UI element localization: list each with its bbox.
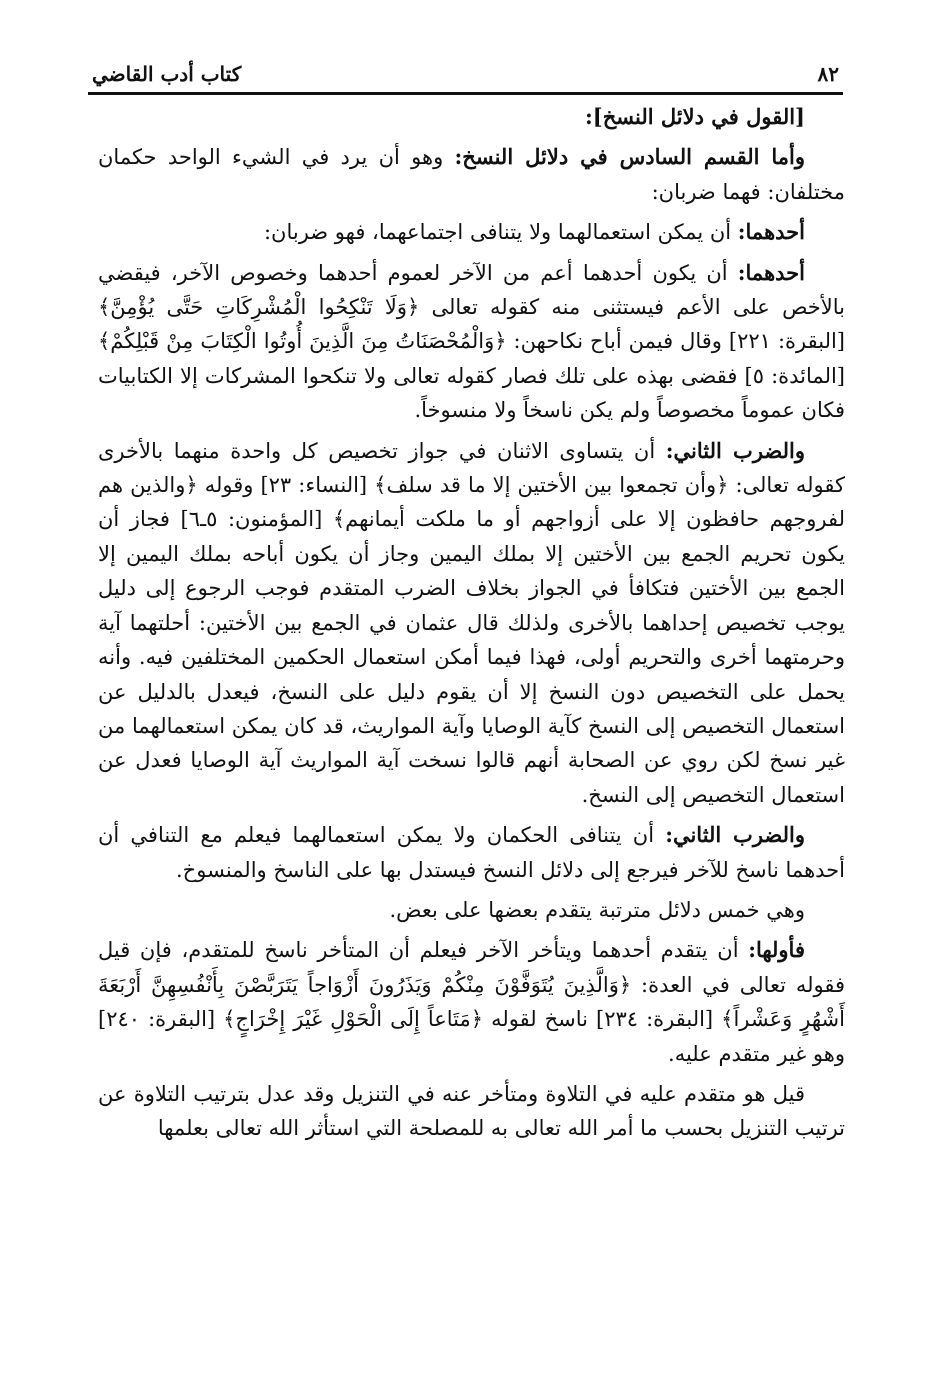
section-heading: [القول في دلائل النسخ]:	[585, 104, 805, 129]
paragraph-text: أن يمكن استعمالهما ولا يتنافى اجتماعهما، فهو ضربان:	[263, 220, 738, 245]
paragraph-lead: وأما القسم السادس في دلائل النسخ:	[454, 144, 805, 170]
paragraph	[98, 256, 845, 428]
paragraph-lead: أحدهما:	[737, 259, 805, 285]
paragraph-text: قيل هو متقدم عليه في التلاوة ومتأخر عنه في التنزيل وقد عدل بترتيب التلاوة عن ترتيب التنزيل بحسب ما أمر الله تعالى به للمصلحة التي استأثر الله تعالى بعلمها	[98, 1081, 845, 1141]
page-number: ٨٢	[814, 62, 843, 86]
paragraph-text: وهو أن يرد في الشيء الواحد حكمان مختلفان: فهما ضربان:	[98, 145, 845, 204]
paragraph-text: أن يتنافى الحكمان ولا يمكن استعمالهما فيعلم مع التنافي أن أحدهما ناسخ للآخر فيرجع إلى دلائل النسخ فيستدل بها على الناسخ والمنسوخ.	[98, 823, 845, 882]
book-title: كتاب أدب القاضي	[88, 62, 245, 86]
paragraph-lead: فأولها:	[748, 937, 805, 963]
paragraph-text: وهي خمس دلائل مترتبة يتقدم بعضها على بعض.	[389, 897, 805, 922]
paragraph-text: أن يكون أحدهما أعم من الآخر لعموم أحدهما وخصوص الآخر، فيقضي بالأخص على الأعم فيستثنى منه كقوله تعالى ﴿وَلَا تَنْكِحُوا الْمُشْرِكَاتِ حَتَّى يُؤْمِنَّ﴾ [البقرة: ٢٢١] وقال فيمن أباح نكاحهن: ﴿وَالْمُحْصَنَاتُ مِنَ الَّذِينَ أُوتُوا الْكِتَابَ مِنْ قَبْلِكُمْ﴾ [المائدة: ٥] فقضى بهذه على تلك فصار كقوله تعالى ولا تنكحوا المشركات إلا الكتابيات فكان عموماً مخصوصاً ولم يكن ناسخاً ولا منسوخاً.	[98, 260, 845, 423]
paragraph	[98, 893, 845, 927]
paragraph	[98, 215, 845, 249]
paragraph-lead: أحدهما:	[737, 219, 805, 245]
paragraph-text: أن يتقدم أحدهما ويتأخر الآخر فيعلم أن المتأخر ناسخ للمتقدم، فإن قيل فقوله تعالى في العدة: ﴿وَالَّذِينَ يُتَوَفَّوْنَ مِنْكُمْ وَيَذَرُونَ أَزْوَاجاً يَتَرَبَّصْنَ بِأَنْفُسِهِنَّ أَرْبَعَةَ أَشْهُرٍ وَعَشْراً﴾ [البقرة: ٢٣٤] ناسخ لقوله ﴿مَتَاعاً إِلَى الْحَوْلِ غَيْرَ إِخْرَاجٍ﴾ [البقرة: ٢٤٠] وهو غير متقدم عليه.	[98, 938, 845, 1066]
paragraph	[98, 1077, 845, 1146]
page-body	[98, 100, 845, 1152]
paragraph	[98, 818, 845, 887]
paragraph-lead: والضرب الثاني:	[665, 822, 805, 848]
paragraph	[98, 933, 845, 1071]
paragraph-lead: والضرب الثاني:	[665, 437, 805, 463]
paragraph	[98, 140, 845, 209]
paragraph-text: أن يتساوى الاثنان في جواز تخصيص كل واحدة منهما بالأخرى كقوله تعالى: ﴿وأن تجمعوا بين الأختين إلا ما قد سلف﴾ [النساء: ٢٣] وقوله ﴿والذين هم لفروجهم حافظون إلا على أزواجهم أو ما ملكت أيمانهم﴾ [المؤمنون: ٥ـ٦] فجاز أن يكون تحريم الجمع بين الأختين إلا بملك اليمين وجاز أن يكون أباحه بملك اليمين إلا الجمع بين الأختين فتكافأ في الجواز بخلاف الضرب المتقدم فوجب الرجوع إلى دليل يوجب تخصيص إحداهما بالأخرى ولذلك قال عثمان في الجمع بين الأختين: أحلتهما آية وحرمتهما أخرى والتحريم أولى، فهذا فيما أمكن استعمال الحكمين المختلفين فيه. وأنه يحمل على التخصيص دون النسخ إلا أن يقوم دليل على النسخ، فيعدل بالدليل عن استعمال التخصيص إلى النسخ كآية الوصايا وآية المواريث، قد كان يمكن استعمالهما من غير نسخ لكن روي عن الصحابة أنهم قالوا نسخت آية المواريث آية الوصايا فعدل عن استعمال التخصيص إلى النسخ.	[98, 438, 845, 807]
paragraph	[98, 434, 845, 812]
running-header	[88, 56, 843, 95]
